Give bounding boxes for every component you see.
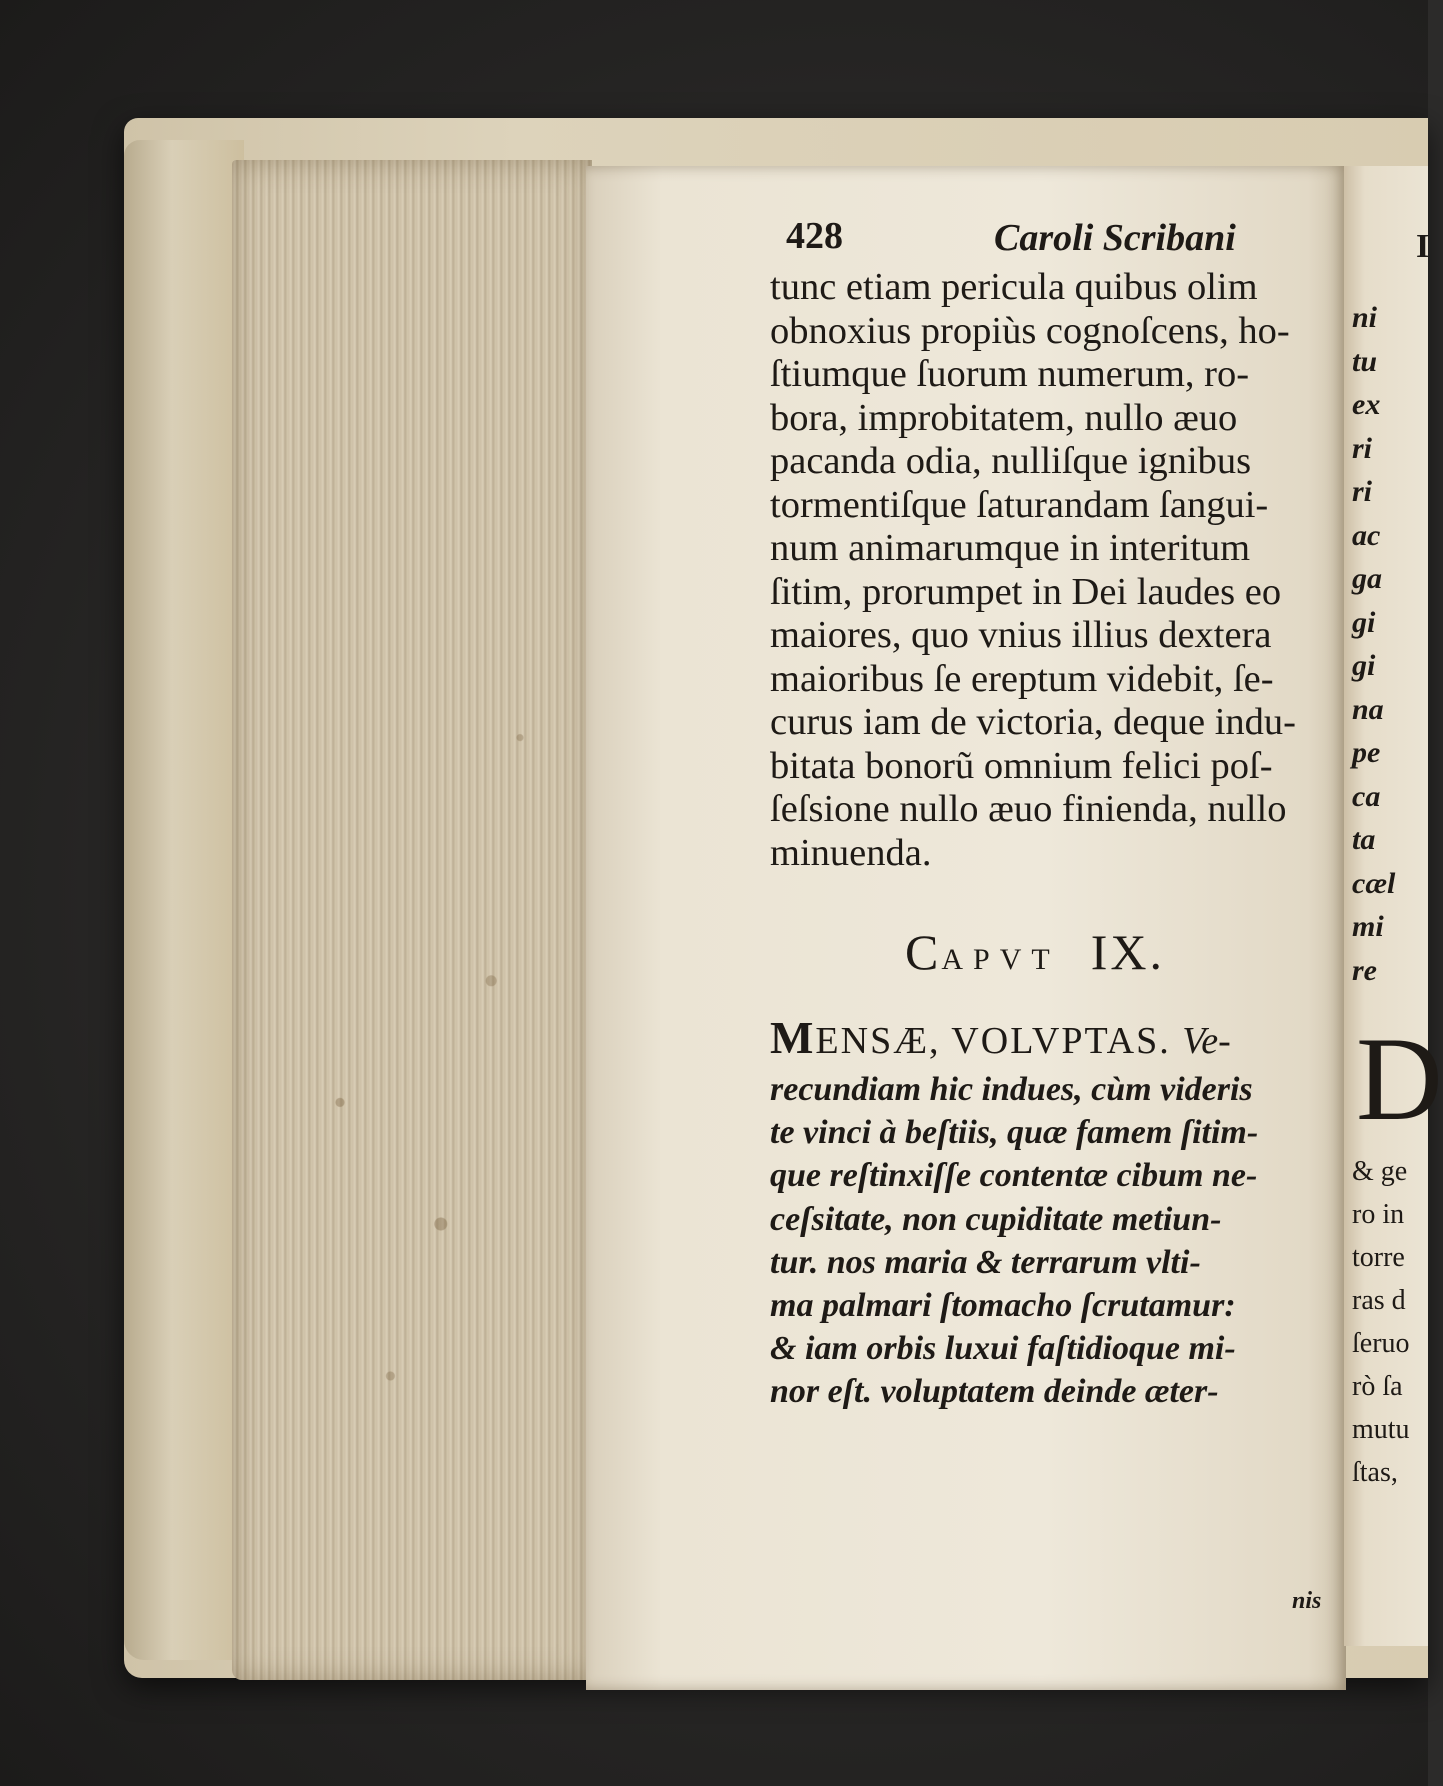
opening-caps: ENSÆ, VOLVPTAS. bbox=[815, 1020, 1171, 1062]
fragment: ri bbox=[1352, 475, 1373, 508]
catchword: nis bbox=[1292, 1588, 1322, 1614]
body-text bbox=[770, 266, 1330, 875]
cover-edge bbox=[124, 140, 244, 1660]
fragment: ta bbox=[1352, 823, 1376, 856]
facing-initial: D bbox=[1356, 1012, 1443, 1145]
facing-head-fragment: I bbox=[1416, 228, 1430, 265]
text-line: pacanda odia, nulliſque ignibus bbox=[770, 440, 1252, 482]
fragment: ga bbox=[1352, 562, 1382, 595]
chapter-opening bbox=[770, 1011, 1330, 1064]
fragment: ſeruo bbox=[1352, 1328, 1410, 1359]
text-line: tunc etiam pericula quibus olim bbox=[770, 266, 1258, 308]
fragment: na bbox=[1352, 692, 1384, 726]
running-head bbox=[770, 210, 1330, 266]
text-line: curus iam de victoria, deque indu- bbox=[770, 701, 1296, 743]
italic-line: tur. nos maria & terrarum vlti- bbox=[770, 1243, 1201, 1281]
italic-line: te vinci à beſtiis, quæ famem ſitim- bbox=[770, 1114, 1259, 1152]
opening-italic: Ve- bbox=[1182, 1020, 1231, 1062]
italic-text bbox=[770, 1068, 1330, 1414]
facing-roman-fragments bbox=[1352, 1150, 1428, 1494]
italic-line: recundiam hic indues, cùm videris bbox=[770, 1071, 1253, 1108]
fragment: re bbox=[1352, 953, 1377, 987]
text-line: bitata bonorũ omnium felici poſ- bbox=[770, 744, 1273, 787]
fragment: mutu bbox=[1352, 1414, 1410, 1445]
text-line: minuenda. bbox=[770, 831, 932, 874]
fragment: rò ſa bbox=[1352, 1371, 1403, 1402]
fragment: ras d bbox=[1352, 1285, 1406, 1316]
fragment: tu bbox=[1352, 344, 1378, 378]
fragment: pe bbox=[1352, 736, 1381, 769]
fragment: ca bbox=[1352, 779, 1381, 813]
italic-line: ceſsitate, non cupiditate metiun- bbox=[770, 1200, 1222, 1238]
text-line: maiores, quo vnius illius dextera bbox=[770, 614, 1272, 656]
italic-line: nor eſt. voluptatem deinde æter- bbox=[770, 1373, 1219, 1411]
fragment: cæl bbox=[1352, 866, 1396, 900]
fragment: gi bbox=[1352, 649, 1376, 682]
italic-line: & iam orbis luxui faſtidioque mi- bbox=[770, 1330, 1236, 1368]
text-line: ſitim, prorumpet in Dei laudes eo bbox=[770, 570, 1282, 613]
chapter-heading bbox=[770, 923, 1330, 981]
fragment: & ge bbox=[1352, 1156, 1408, 1187]
chapter-word-initial: C bbox=[905, 924, 942, 980]
fragment: ſtas, bbox=[1352, 1457, 1398, 1488]
page-number: 428 bbox=[786, 215, 843, 257]
chapter-word-rest: APVT bbox=[941, 943, 1060, 976]
text-line: maioribus ſe ereptum videbit, ſe- bbox=[770, 657, 1274, 700]
text-line: bora, improbitatem, nullo æuo bbox=[770, 396, 1238, 439]
text-line: obnoxius propiùs cognoſcens, ho- bbox=[770, 309, 1290, 352]
opening-initial: M bbox=[770, 1012, 816, 1063]
fragment: torre bbox=[1352, 1242, 1405, 1273]
verso-text bbox=[770, 210, 1330, 1414]
text-line: tormentiſque ſaturandam ſangui- bbox=[770, 483, 1269, 526]
running-title: Caroli Scribani bbox=[994, 217, 1236, 259]
fragment: ri bbox=[1352, 431, 1373, 465]
text-line: num animarumque in interitum bbox=[770, 527, 1251, 569]
italic-line: que reſtinxiſſe contentæ cibum ne- bbox=[770, 1157, 1258, 1195]
fragment: mi bbox=[1352, 910, 1384, 943]
page-edges bbox=[232, 160, 592, 1680]
text-line: ſtiumque ſuorum numerum, ro- bbox=[770, 353, 1250, 395]
fragment: ex bbox=[1352, 388, 1381, 421]
chapter-numeral: IX. bbox=[1090, 924, 1165, 980]
facing-italic-fragments bbox=[1352, 296, 1428, 992]
fragment: ro in bbox=[1352, 1199, 1405, 1230]
fragment: ac bbox=[1352, 518, 1381, 552]
italic-line: ma palmari ſtomacho ſcrutamur: bbox=[770, 1286, 1236, 1324]
text-line: ſeſsione nullo æuo finienda, nullo bbox=[770, 788, 1287, 830]
fragment: ni bbox=[1352, 301, 1378, 334]
fragment: gi bbox=[1352, 605, 1376, 639]
